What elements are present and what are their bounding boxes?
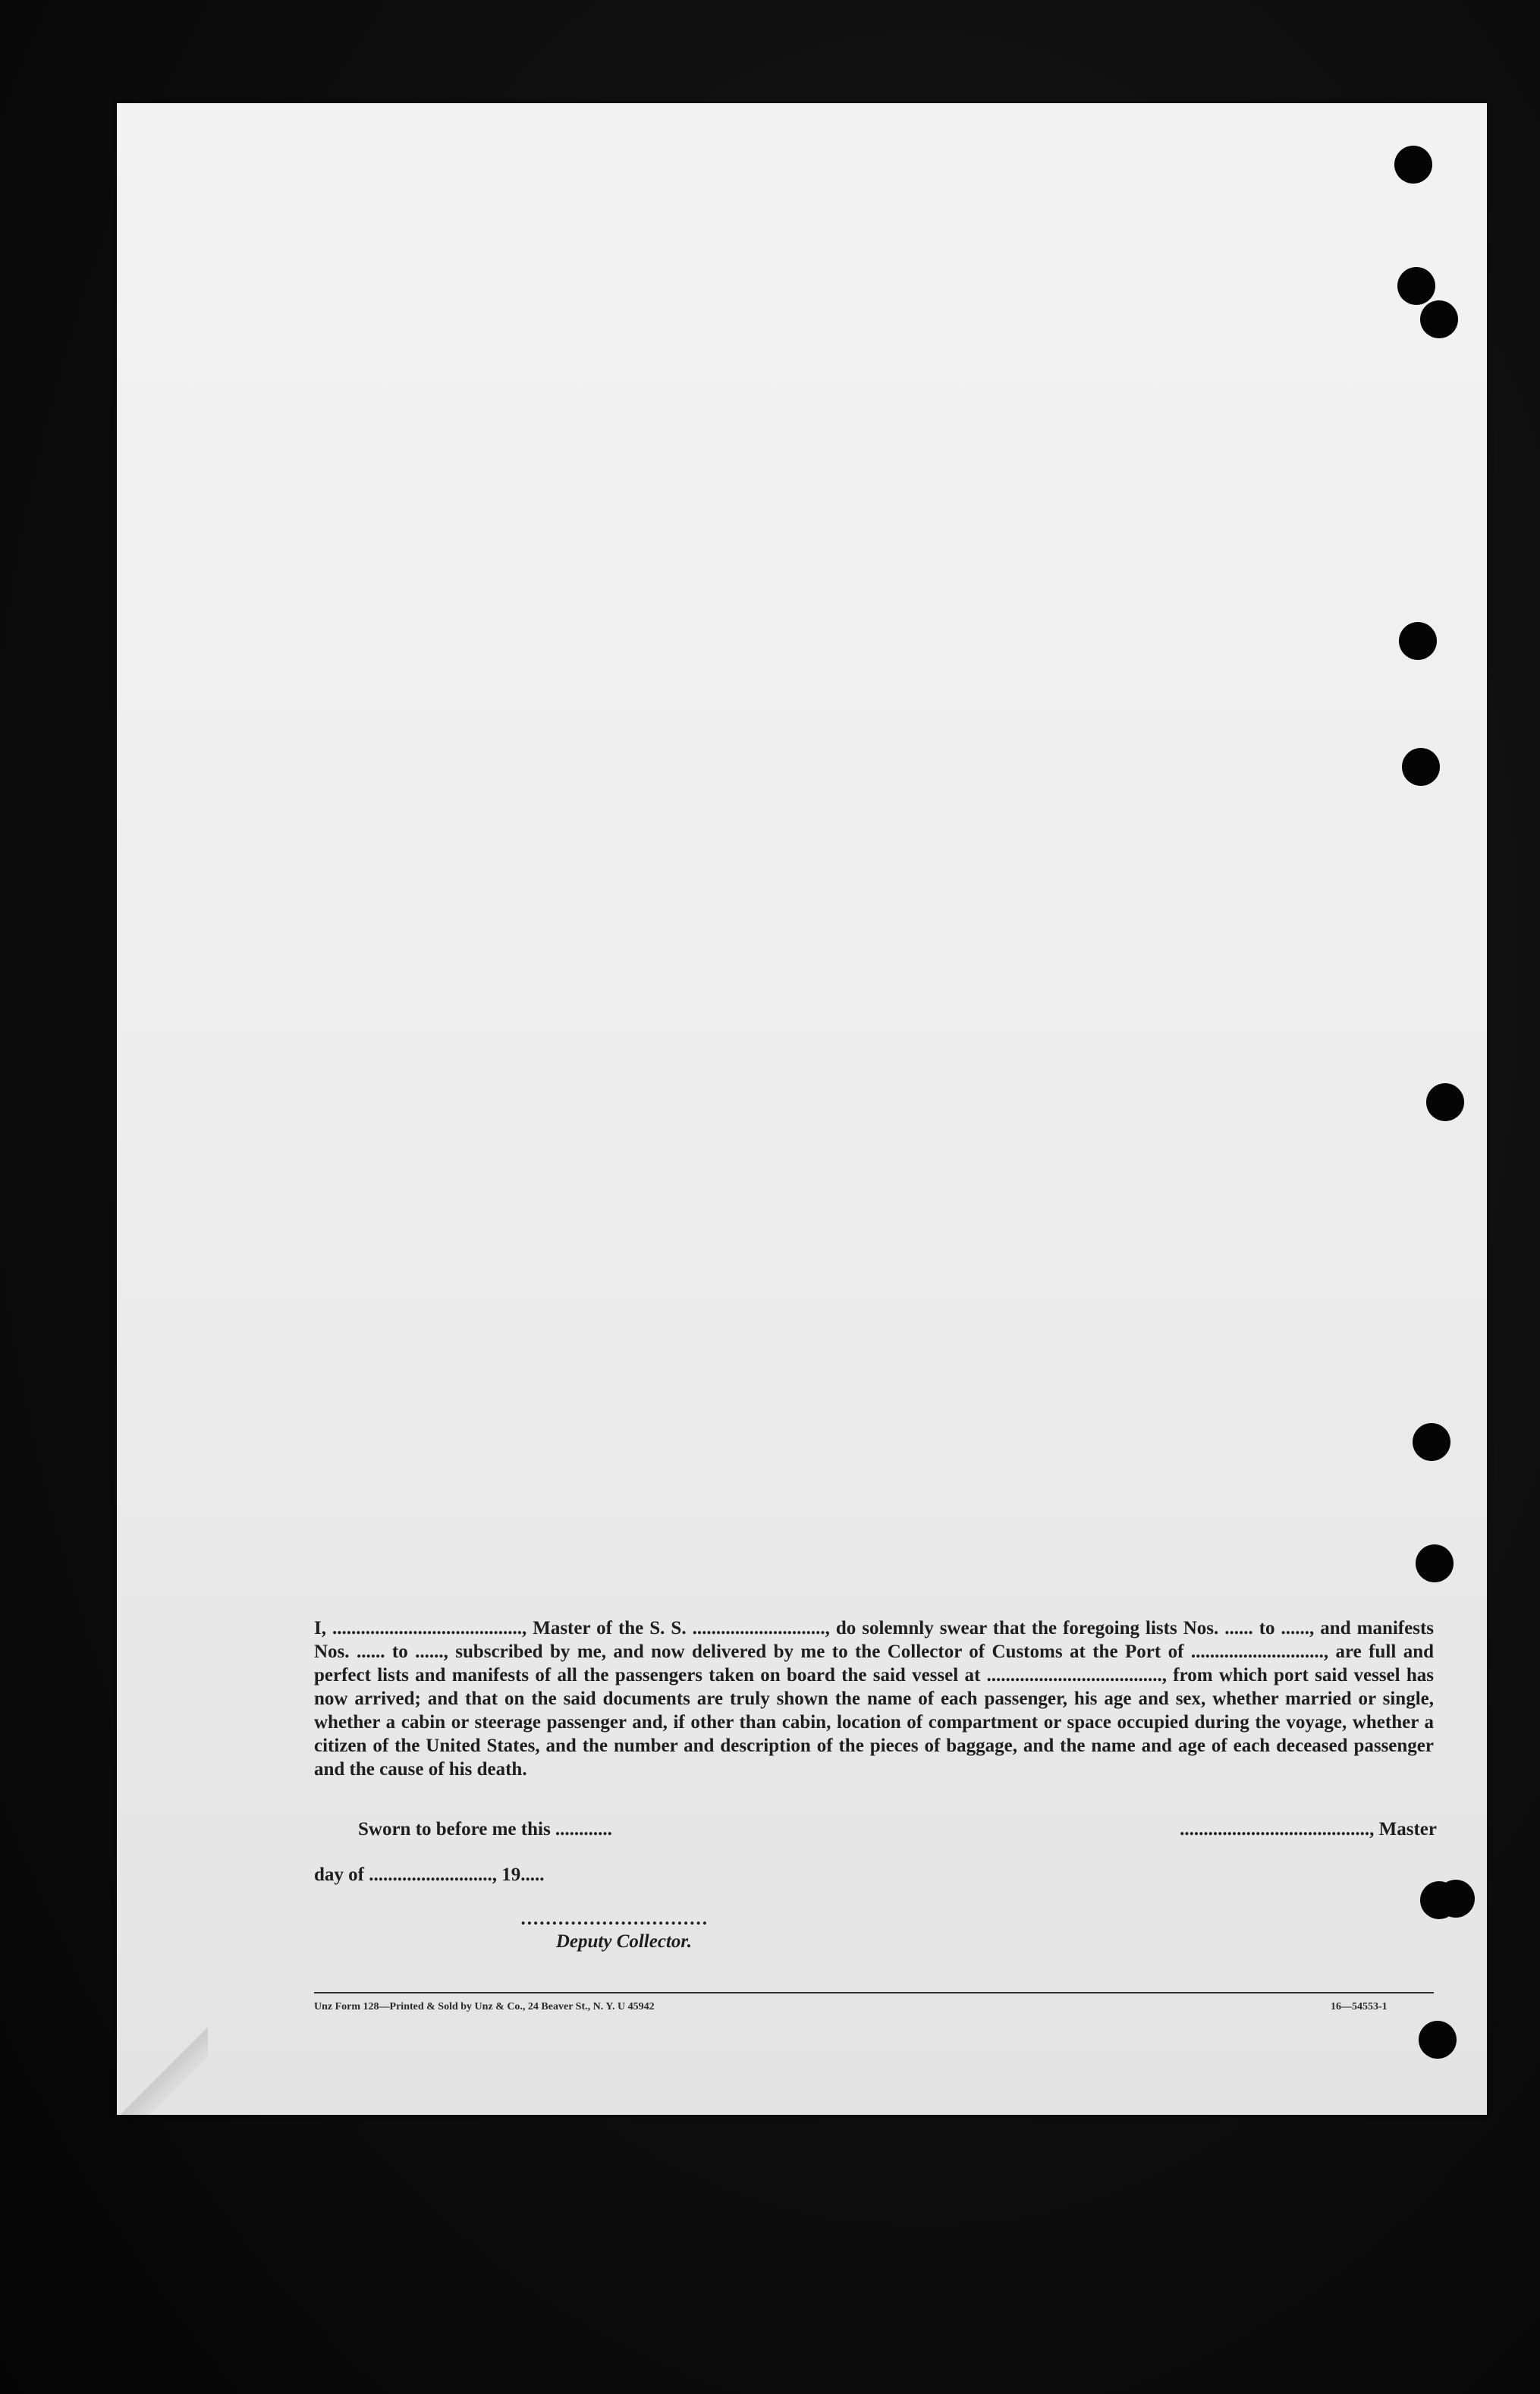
day-of-line: day of .........................., 19.....: [314, 1865, 545, 1885]
printer-imprint: Unz Form 128—Printed & Sold by Unz & Co., 24 Beaver St., N. Y. U 45942: [314, 2001, 655, 2012]
oath-paragraph: I, ........................................, Master of the S. S. ............................, do solemnly swear that the foregoing lists Nos. ...... to ......, and manifests Nos. ...... to ......, subscribed by me, and now delivered by me to the Collector of Customs at the Port of ............................, are full and perfect lists and manifests of all the passengers taken on board the said vessel at ....................................., from which port said vessel has now arrived; and that on the said documents are truly shown the name of each passenger, his age and sex, whether married or single, whether a cabin or steerage passenger and, if other than cabin, location of compartment or space occupied during the voyage, whether a citizen of the United States, and the number and description of the pieces of baggage, and the name and age of each deceased passenger and the cause of his death.: [314, 1618, 1434, 1780]
punch-hole: [1413, 1423, 1450, 1461]
punch-hole: [1416, 1544, 1454, 1582]
document-page: [117, 103, 1487, 2115]
punch-hole: [1437, 1880, 1475, 1918]
punch-hole: [1419, 2021, 1457, 2059]
punch-hole: [1394, 146, 1432, 184]
deputy-signature-line: ..............................: [520, 1909, 709, 1929]
deputy-collector-label: Deputy Collector.: [555, 1931, 692, 1952]
punch-hole: [1397, 267, 1435, 305]
punch-hole: [1420, 300, 1458, 338]
footer-rule: [314, 1992, 1434, 1993]
punch-hole: [1399, 622, 1437, 660]
punch-hole: [1426, 1083, 1464, 1121]
punch-hole: [1402, 748, 1440, 786]
oath-block: [314, 1616, 1434, 1781]
form-number: 16—54553-1: [1331, 2001, 1388, 2012]
sworn-line: Sworn to before me this ............: [358, 1819, 612, 1839]
master-signature-line: ........................................, Master: [1180, 1819, 1437, 1839]
